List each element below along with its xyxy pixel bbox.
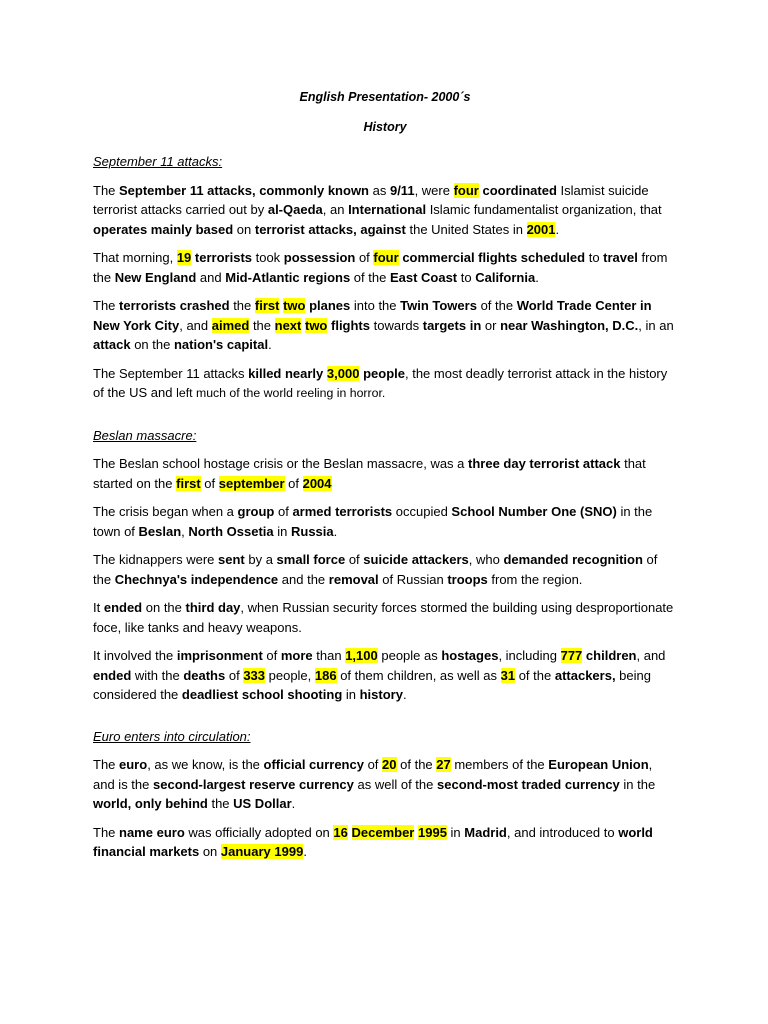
text-run: on the bbox=[130, 337, 174, 352]
bold-text: killed nearly bbox=[248, 365, 324, 381]
text-run: of the bbox=[93, 552, 658, 587]
bold-text: second-largest reserve currency bbox=[153, 776, 354, 792]
text-run: in the town of bbox=[93, 504, 653, 539]
highlighted-text: two bbox=[304, 317, 328, 333]
text-run: was officially adopted on bbox=[184, 824, 334, 840]
highlighted-text: 186 bbox=[314, 667, 337, 683]
section-spacer bbox=[93, 404, 677, 426]
bold-text: people bbox=[363, 365, 405, 381]
highlighted-text: 31 bbox=[500, 667, 516, 683]
text-run: , including bbox=[498, 648, 561, 663]
bold-text: coordinated bbox=[482, 182, 557, 198]
bold-text: US Dollar bbox=[233, 796, 292, 811]
bold-text: Madrid bbox=[464, 824, 507, 840]
bold-text: ended bbox=[103, 600, 143, 615]
text-run: of the bbox=[350, 269, 390, 285]
text-run: took bbox=[252, 250, 284, 265]
highlighted-text: 333 bbox=[243, 667, 266, 683]
text-run: on bbox=[233, 221, 255, 237]
highlighted-text: 27 bbox=[436, 757, 451, 772]
bold-text: demanded recognition bbox=[503, 552, 643, 567]
text-run: the bbox=[249, 317, 275, 333]
text-run: . bbox=[535, 269, 539, 285]
text-run: , the most deadly terrorist attack in the history of the US and bbox=[93, 365, 668, 400]
document-title: English Presentation- 2000´s bbox=[299, 90, 471, 104]
text-run: than bbox=[312, 648, 346, 663]
text-run: It involved the bbox=[93, 648, 177, 663]
bold-text: world financial markets bbox=[93, 824, 653, 859]
paragraph bbox=[93, 364, 677, 404]
bold-text: deadliest school shooting bbox=[181, 687, 343, 702]
paragraph bbox=[93, 755, 677, 814]
bold-text: history bbox=[359, 687, 403, 702]
highlighted-text: 3,000 bbox=[326, 365, 360, 381]
bold-text: imprisonment bbox=[176, 648, 263, 663]
text-run: members of the bbox=[450, 757, 549, 772]
bold-text: planes bbox=[309, 298, 351, 313]
bold-text: targets in bbox=[422, 317, 482, 333]
text-run: , when Russian security forces stormed the building using desproportionate foce, like tanks and heavy weapons. bbox=[93, 600, 674, 635]
text-run: . bbox=[268, 337, 272, 352]
text-run: as well of the bbox=[353, 776, 437, 792]
paragraph bbox=[93, 248, 677, 287]
highlighted-text: four bbox=[373, 250, 399, 265]
section-heading: Euro enters into circulation: bbox=[93, 728, 251, 744]
bold-text: al-Qaeda bbox=[267, 202, 323, 217]
text-run: The bbox=[93, 182, 120, 198]
bold-text: sent bbox=[218, 552, 245, 567]
text-run bbox=[348, 825, 352, 840]
highlighted-text: 2004 bbox=[302, 475, 332, 491]
paragraph bbox=[93, 823, 677, 862]
text-run: as bbox=[369, 182, 390, 198]
bold-text: California bbox=[475, 269, 536, 285]
text-run: The bbox=[93, 298, 120, 313]
bold-text: possession bbox=[283, 250, 356, 265]
text-run: of bbox=[355, 250, 374, 265]
text-run: . bbox=[402, 687, 407, 702]
paragraph bbox=[93, 550, 677, 589]
bold-text: Russia bbox=[291, 523, 334, 539]
bold-text: Chechnya's independence bbox=[114, 571, 279, 587]
bold-text: attack bbox=[93, 337, 131, 352]
bold-text: troops bbox=[447, 571, 488, 587]
text-run: on the bbox=[142, 600, 186, 615]
text-run: in bbox=[273, 523, 291, 539]
bold-text: International bbox=[348, 202, 427, 217]
bold-text: North Ossetia bbox=[188, 523, 274, 539]
bold-text: nation's capital bbox=[173, 337, 269, 352]
highlighted-text: september bbox=[218, 475, 285, 491]
text-run: of the bbox=[476, 298, 517, 313]
text-run: to bbox=[585, 250, 604, 265]
text-run: , in an bbox=[638, 317, 674, 333]
text-run: , bbox=[181, 523, 189, 539]
bold-text: second-most traded currency bbox=[437, 776, 620, 792]
bold-text: more bbox=[280, 648, 313, 663]
text-run: people as bbox=[377, 648, 442, 663]
text-run: . bbox=[291, 796, 296, 811]
highlighted-text: 2001 bbox=[526, 221, 556, 237]
bold-text: European Union bbox=[548, 757, 649, 772]
bold-text: flights bbox=[331, 317, 370, 333]
text-run: The September 11 attacks bbox=[93, 365, 249, 381]
bold-text: third day bbox=[185, 600, 241, 615]
text-run: of bbox=[262, 648, 281, 663]
highlighted-text: 1995 bbox=[418, 824, 447, 840]
text-run: the bbox=[207, 796, 234, 811]
paragraph bbox=[93, 454, 677, 493]
bold-text: three day terrorist attack bbox=[468, 456, 621, 471]
text-run: The Beslan school hostage crisis or the Beslan massacre, was a bbox=[93, 456, 469, 471]
paragraph bbox=[93, 296, 677, 355]
text-run: of bbox=[274, 504, 293, 519]
text-run: The kidnappers were bbox=[93, 552, 219, 567]
text-run: of bbox=[225, 667, 244, 683]
text-run: , were bbox=[414, 182, 454, 198]
paragraph bbox=[93, 646, 677, 705]
bold-text: near Washington, D.C. bbox=[500, 317, 639, 333]
text-run: . bbox=[555, 221, 560, 237]
text-run: of bbox=[284, 475, 303, 491]
highlighted-text: 777 bbox=[560, 648, 583, 663]
bold-text: commercial flights scheduled bbox=[402, 250, 586, 265]
bold-text: official currency bbox=[263, 757, 364, 772]
text-run: , and bbox=[636, 648, 666, 663]
text-run: and the bbox=[278, 571, 329, 587]
text-run: , who bbox=[468, 552, 504, 567]
text-run: of bbox=[200, 475, 219, 491]
text-run: of them children, as well as bbox=[336, 667, 501, 683]
text-run: , an bbox=[322, 202, 349, 217]
bold-text: terrorists crashed bbox=[119, 298, 230, 313]
highlighted-text: 16 bbox=[333, 824, 348, 840]
text-run: being considered the bbox=[93, 667, 651, 702]
bold-text: children bbox=[585, 648, 637, 663]
text-run: in bbox=[342, 687, 360, 702]
text-run: or bbox=[481, 317, 501, 333]
highlighted-text: 19 bbox=[176, 250, 192, 265]
bold-text: small force bbox=[276, 552, 346, 567]
text-run: on bbox=[199, 844, 221, 859]
highlighted-text: 20 bbox=[382, 757, 397, 772]
text-run: the bbox=[229, 298, 255, 313]
text-run: of bbox=[363, 757, 383, 772]
text-run: , as we know, is the bbox=[147, 757, 264, 772]
text-run: . bbox=[333, 523, 338, 539]
text-run: Islamist suicide terrorist attacks carried out by bbox=[93, 182, 649, 217]
bold-text: suicide attackers bbox=[363, 552, 469, 567]
text-run: by a bbox=[244, 552, 277, 567]
highlighted-text: January 1999 bbox=[220, 844, 304, 859]
document-subtitle: History bbox=[363, 119, 407, 134]
bold-text: Twin Towers bbox=[400, 298, 477, 313]
highlighted-text: two bbox=[283, 298, 306, 313]
highlighted-text: next bbox=[274, 317, 302, 333]
text-run: It bbox=[93, 600, 104, 615]
bold-text: attackers, bbox=[554, 667, 616, 683]
text-run: that started on the bbox=[93, 456, 646, 491]
document-page bbox=[93, 82, 677, 862]
text-run: in the bbox=[619, 776, 656, 792]
bold-text: deaths bbox=[183, 667, 226, 683]
highlighted-text: four bbox=[453, 182, 479, 198]
text-run: of the bbox=[396, 757, 437, 772]
bold-text: removal bbox=[328, 571, 379, 587]
section-heading: September 11 attacks: bbox=[93, 154, 223, 169]
text-run: from the bbox=[93, 250, 668, 285]
bold-text: travel bbox=[603, 250, 638, 265]
text-run: into the bbox=[350, 298, 401, 313]
text-run: of the bbox=[515, 667, 555, 683]
text-run: from the region. bbox=[487, 571, 583, 587]
text-run: left much of the world reeling in horror. bbox=[176, 386, 386, 400]
text-run: and bbox=[196, 269, 226, 285]
text-run: . bbox=[303, 844, 307, 859]
highlighted-text: December bbox=[351, 824, 415, 840]
text-run: of bbox=[345, 552, 364, 567]
highlighted-text: aimed bbox=[211, 317, 250, 333]
highlighted-text: first bbox=[176, 475, 201, 491]
text-run: , and bbox=[179, 317, 212, 333]
bold-text: ended bbox=[93, 667, 132, 683]
text-run: with the bbox=[131, 667, 184, 683]
bold-text: hostages bbox=[441, 648, 499, 663]
section-spacer bbox=[93, 705, 677, 727]
highlighted-text: 1,100 bbox=[345, 648, 378, 663]
paragraph bbox=[93, 181, 677, 240]
text-run: occupied bbox=[392, 504, 452, 519]
bold-text: 9/11 bbox=[389, 182, 415, 198]
bold-text: East Coast bbox=[389, 269, 458, 285]
paragraph bbox=[93, 598, 677, 637]
text-run: towards bbox=[370, 317, 423, 333]
highlighted-text: first bbox=[254, 298, 280, 313]
text-run: The bbox=[93, 757, 120, 772]
bold-text: name euro bbox=[119, 824, 185, 840]
text-run: to bbox=[457, 269, 476, 285]
text-run: The crisis began when a bbox=[93, 504, 238, 519]
bold-text: School Number One (SNO) bbox=[451, 504, 617, 519]
section-heading: Beslan massacre: bbox=[93, 427, 197, 443]
text-run: the United States in bbox=[405, 221, 527, 237]
bold-text: world, only behind bbox=[93, 796, 208, 811]
text-run: , and is the bbox=[93, 757, 653, 792]
bold-text: terrorist attacks, against bbox=[254, 221, 406, 237]
document-body bbox=[93, 152, 677, 862]
bold-text: euro bbox=[119, 757, 148, 772]
bold-text: Mid-Atlantic regions bbox=[225, 269, 351, 285]
bold-text: armed terrorists bbox=[292, 504, 393, 519]
bold-text: terrorists bbox=[194, 250, 252, 265]
text-run: , and introduced to bbox=[506, 824, 619, 840]
text-run: in bbox=[446, 824, 465, 840]
paragraph bbox=[93, 502, 677, 541]
text-run: of Russian bbox=[378, 571, 448, 587]
bold-text: group bbox=[237, 504, 275, 519]
bold-text: New England bbox=[114, 269, 197, 285]
bold-text: operates mainly based bbox=[93, 221, 234, 237]
text-run: That morning, bbox=[93, 250, 177, 265]
bold-text: Beslan bbox=[138, 523, 182, 539]
text-run: The bbox=[93, 824, 120, 840]
text-run: people, bbox=[265, 667, 315, 683]
text-run: Islamic fundamentalist organization, that bbox=[426, 202, 662, 217]
bold-text: World Trade Center in New York City bbox=[93, 298, 652, 333]
bold-text: September 11 attacks, commonly known bbox=[119, 182, 369, 198]
